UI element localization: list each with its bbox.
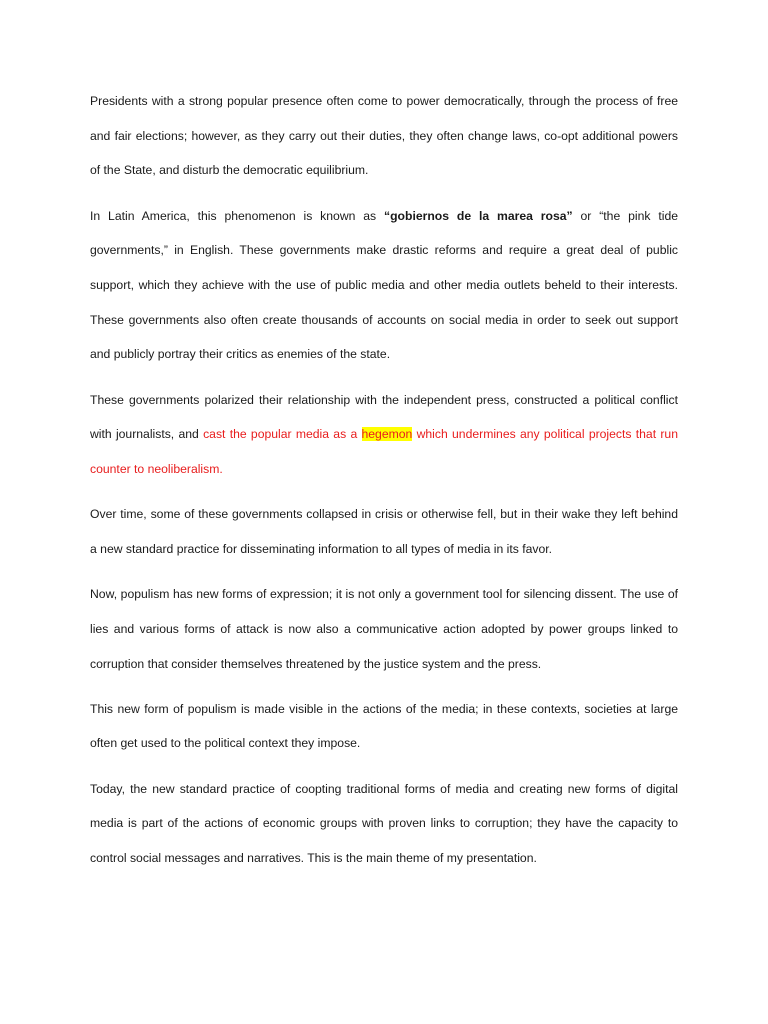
paragraph-5: Now, populism has new forms of expression; it is not only a government tool for silencing dissent. The use of lies and various forms of attack is now also a communicative action adopted by power groups linked to corruption that consider themselves threatened by the justice system and the press. xyxy=(90,587,678,671)
paragraph-1: Presidents with a strong popular presence often come to power democratically, through the process of free and fair elections; however, as they carry out their duties, they often change laws, co-opt additional powers of the State, and disturb the democratic equilibrium. xyxy=(90,94,678,178)
red-emphasis-text-1: cast the popular media as a xyxy=(203,427,362,442)
paragraph-7: Today, the new standard practice of coopting traditional forms of media and creating new forms of digital media is part of the actions of economic groups with proven links to corruption; they have the capacity to control social messages and narratives. This is the main theme of my presentation. xyxy=(90,781,678,866)
red-emphasis-text-2: which undermines any political projects that run counter to neoliberalism. xyxy=(90,427,678,477)
highlighted-word-hegemon: hegemon xyxy=(361,427,413,442)
paragraph-6: This new form of populism is made visible in the actions of the media; in these contexts, societies at large often get used to the political context they impose. xyxy=(90,701,678,751)
paragraph-3-plain-text: These governments polarized their relationship with the independent press, constructed a political conflict with journalists, and xyxy=(90,392,678,442)
paragraph-2 xyxy=(90,199,678,373)
paragraph-2-text-before: In Latin America, this phenomenon is known as xyxy=(90,208,385,223)
document-page xyxy=(90,84,678,886)
paragraph-4: Over time, some of these governments collapsed in crisis or otherwise fell, but in their wake they left behind a new standard practice for disseminating information to all types of media in its favor. xyxy=(90,507,678,556)
paragraph-3 xyxy=(90,383,678,487)
bold-term-marea-rosa: “gobiernos de la marea rosa” xyxy=(384,208,573,223)
paragraph-2-text-after: or “the pink tide governments,” in English. These governments make drastic reforms and require a great deal of public support, which they achieve with the use of public media and other media outlets beheld to their interests. These governments also often create thousands of accounts on social media in order to seek out support and publicly portray their critics as enemies of the state. xyxy=(90,208,678,362)
